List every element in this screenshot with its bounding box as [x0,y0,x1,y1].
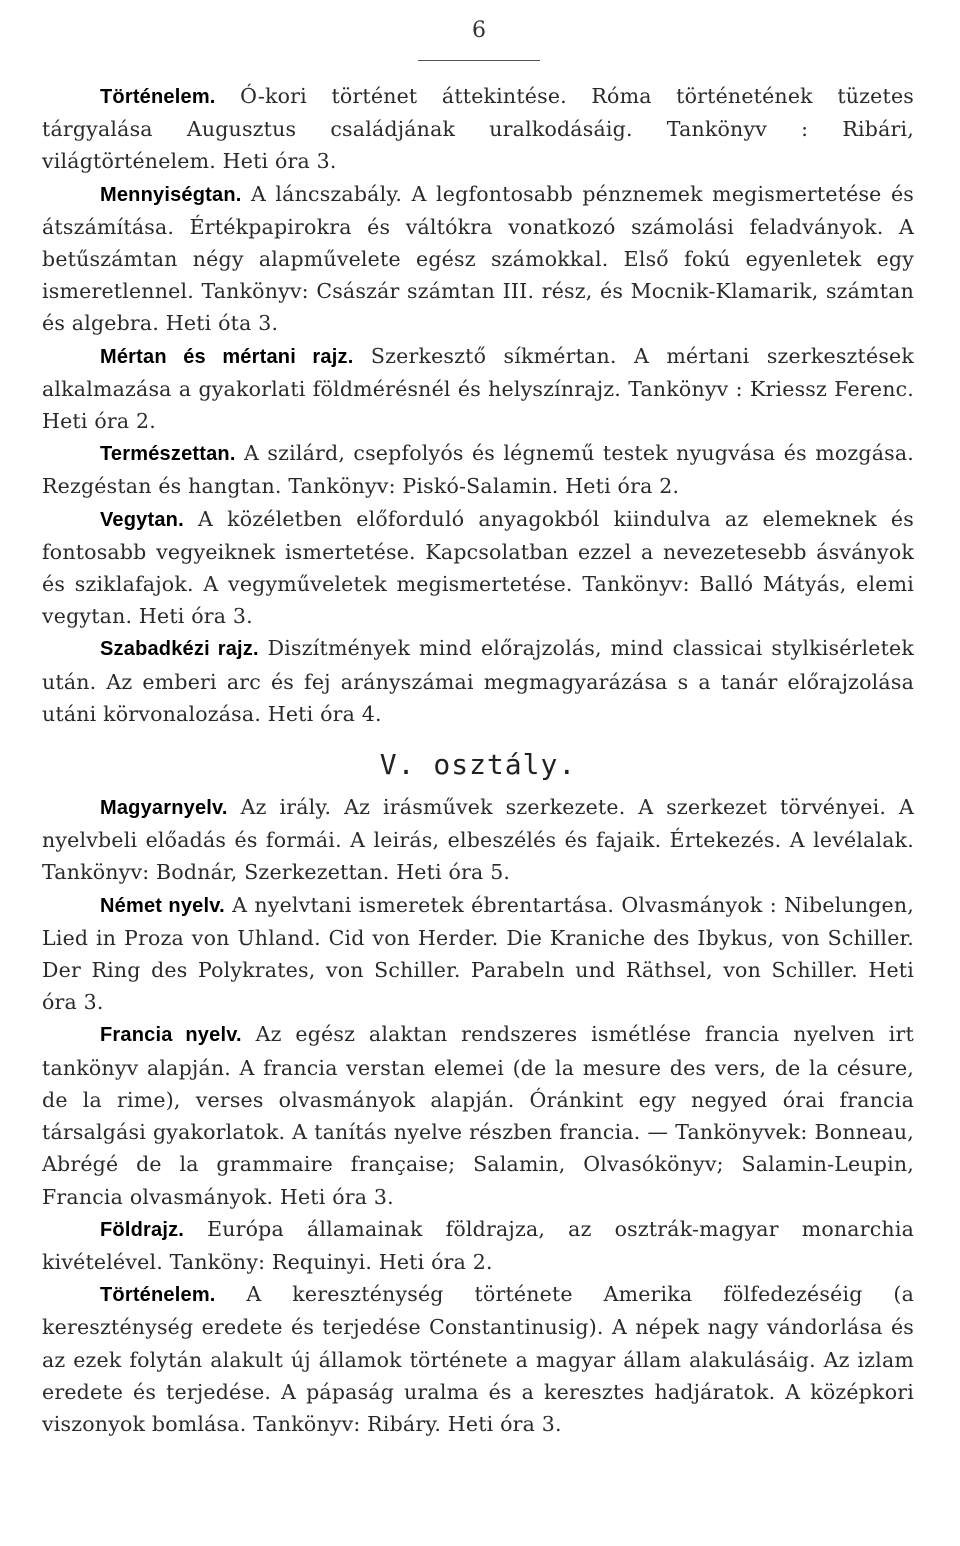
subject-paragraph [42,178,914,340]
subject-text: A közéletben előforduló anyagokból kiindulva az elemeknek és fontosabb vegyeiknek ismertetése. Kapcsolatban ezzel a nevezetesebb ásványok és sziklafajok. A vegyműveletek megismertetése. Tankönyv: Balló Mátyás, elemi vegytan. Heti óra 3. [42,506,914,629]
subject-paragraph [42,1018,914,1212]
subject-title: Történelem. [100,1284,216,1307]
subject-paragraph [42,80,914,178]
subject-text: Az irály. Az irásművek szerkezete. A szerkezet törvényei. A nyelvbeli előadás és formái. A leirás, elbeszélés és fajaik. Értekezés. A levélalak. Tankönyv: Bodnár, Szerkezettan. Heti óra 5. [42,795,914,885]
subject-paragraph [42,1278,914,1440]
subject-title: Mennyiségtan. [100,183,242,206]
subject-text: Az egész alaktan rendszeres ismétlése francia nyelven irt tankönyv alapján. A francia verstan elemei (de la mesure des vers, de la césure, de la rime), verses olvasmányok alapján. Óránkint egy negyed órai francia társalgási gyakorlatok. A tanítás nyelve részben francia. — Tankönyvek: Bonneau, Abrégé de la grammaire française; Salamin, Olvasókönyv; Salamin-Leupin, Francia olvasmányok. Heti óra 3. [42,1022,914,1209]
subject-text: A szilárd, csepfolyós és légnemű testek nyugvása és mozgása. Rezgéstan és hangtan. Tankönyv: Piskó-Salamin. Heti óra 2. [42,441,914,499]
subject-text: Európa államainak földrajza, az osztrák-magyar monarchia kivételével. Tanköny: Requinyi. Heti óra 2. [42,1216,914,1274]
page-number-rule [418,6,540,61]
page-number: 6 [472,18,486,43]
subject-paragraph [42,889,914,1019]
subject-text: A nyelvtani ismeretek ébrentartása. Olvasmányok : Nibelungen, Lied in Proza von Uhland. Cid von Herder. Die Kraniche des Ibykus, von Schiller. Der Ring des Polykrates, von Schiller. Parabeln und Räthsel, von Schiller. Heti óra 3. [42,892,914,1015]
section-heading: V. osztály. [379,748,577,782]
subject-title: Természettan. [100,443,236,466]
subject-paragraph [42,503,914,633]
subject-paragraph [42,340,914,438]
page-content [42,80,914,1440]
top-sections [42,80,914,730]
subject-text: A láncszabály. A legfontosabb pénznemek megismertetése és átszámítása. Értékpapirokra és váltókra vonatkozó számolási feladványok. A betűszámtan négy alapművelete egész számokkal. Első fokú egyenletek egy ismeretlennel. Tankönyv: Császár számtan III. rész, és Mocnik-Klamarik, számtan és algebra. Heti óta 3. [42,181,915,336]
subject-text: Ó-kori történet áttekintése. Róma történetének tüzetes tárgyalása Augusztus családjának uralkodásáig. Tankönyv : Ribári, világtörténelem. Heti óra 3. [42,84,914,174]
subject-text: Szerkesztő síkmértan. A mértani szerkesztések alkalmazása a gyakorlati földmérésnél és helyszínrajz. Tankönyv : Kriessz Ferenc. Heti óra 2. [42,343,914,434]
subject-paragraph [42,791,914,889]
subject-title: Földrajz. [100,1218,185,1241]
subject-title: Szabadkézi rajz. [100,638,259,661]
subject-title: Mértan és mértani rajz. [100,345,354,368]
subject-paragraph [42,632,914,730]
subject-text: A kereszténység története Amerika fölfedezéséig (a kereszténység eredete és terjedése Constantinusig). A népek nagy vándorlása és az ezek folytán alakult új államok története a magyar állam alakulásáig. Az izlam eredete és terjedése. A pápaság uralma és a keresztes hadjáratok. A középkori viszonyok bomlása. Tankönyv: Ribáry. Heti óra 3. [42,1282,914,1436]
subject-text: Diszítmények mind előrajzolás, mind classicai stylkisérletek után. Az emberi arc és fej arányszámai megmagyarázása s a tanár előrajzolása utáni körvonalozása. Heti óra 4. [42,636,914,726]
subject-title: Német nyelv. [100,894,225,917]
bottom-sections [42,791,914,1440]
subject-title: Vegytan. [100,508,184,531]
subject-title: Francia nyelv. [100,1024,242,1047]
subject-paragraph [42,1213,914,1278]
subject-title: Történelem. [100,86,216,108]
subject-paragraph [42,437,914,502]
subject-title: Magyarnyelv. [100,797,228,820]
